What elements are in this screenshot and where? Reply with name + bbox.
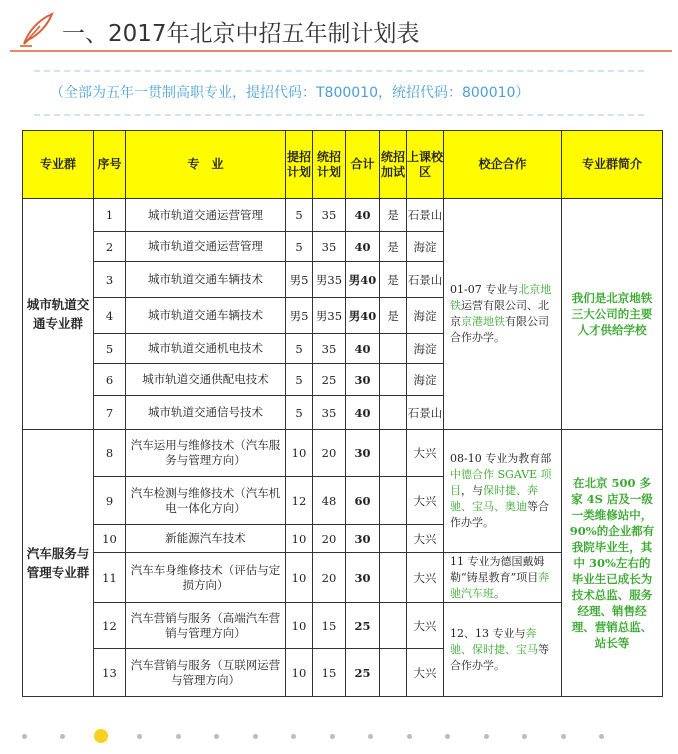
total: 40 — [346, 396, 380, 430]
pager-dot[interactable] — [599, 734, 604, 739]
extra-exam — [380, 477, 407, 525]
cooperation-info — [444, 553, 562, 603]
coop-text: 有限公司合作办学。 — [450, 315, 549, 344]
major-name: 城市轨道交通供配电技术 — [126, 364, 286, 396]
major-name: 城市轨道交通车辆技术 — [126, 298, 286, 334]
early-plan: 10 — [286, 553, 313, 603]
partner-highlight: 中德合作 SGAVE 项目 — [450, 468, 552, 497]
unified-plan: 15 — [313, 649, 346, 697]
unified-plan: 15 — [313, 603, 346, 649]
partner-highlight: 京港地铁 — [461, 315, 505, 328]
unified-plan: 25 — [313, 364, 346, 396]
early-plan: 5 — [286, 199, 313, 232]
row-number: 7 — [94, 396, 126, 430]
header-campus: 上课校区 — [407, 131, 444, 199]
campus: 海淀 — [407, 232, 444, 262]
campus: 大兴 — [407, 649, 444, 697]
header-total: 合计 — [346, 131, 380, 199]
page-header — [0, 0, 678, 60]
cooperation-info — [444, 430, 562, 553]
pager-dot[interactable] — [484, 734, 489, 739]
extra-exam: 是 — [380, 298, 407, 334]
early-plan: 10 — [286, 649, 313, 697]
header-extra-exam: 统招加试 — [380, 131, 407, 199]
total: 25 — [346, 649, 380, 697]
early-plan: 男5 — [286, 262, 313, 298]
major-name: 汽车检测与维修技术（汽车机电一体化方向） — [126, 477, 286, 525]
major-name: 汽车运用与维修技术（汽车服务与管理方向） — [126, 430, 286, 477]
coop-text: 。 — [494, 586, 505, 600]
unified-plan: 35 — [313, 232, 346, 262]
unified-plan: 35 — [313, 199, 346, 232]
extra-exam — [380, 430, 407, 477]
unified-plan: 男35 — [313, 262, 346, 298]
row-number: 10 — [94, 525, 126, 553]
row-number: 1 — [94, 199, 126, 232]
title-divider — [10, 50, 672, 52]
row-number: 8 — [94, 430, 126, 477]
pager-dot[interactable] — [561, 734, 566, 739]
coop-text: 12、13 专业与 — [450, 626, 526, 640]
major-name: 新能源汽车技术 — [126, 525, 286, 553]
header-group: 专业群 — [23, 131, 94, 199]
header-cooperation: 校企合作 — [444, 131, 562, 199]
major-name: 汽车车身维修技术（评估与定损方向） — [126, 553, 286, 603]
group-name: 城市轨道交通专业群 — [23, 199, 94, 430]
early-plan: 5 — [286, 364, 313, 396]
major-name: 城市轨道交通运营管理 — [126, 232, 286, 262]
cooperation-info — [444, 603, 562, 697]
pager-dot[interactable] — [445, 734, 450, 739]
cooperation-info — [444, 199, 562, 430]
campus: 石景山 — [407, 199, 444, 232]
unified-plan: 20 — [313, 430, 346, 477]
page-title: 一、2017年北京中招五年制计划表 — [62, 21, 420, 47]
extra-exam: 是 — [380, 262, 407, 298]
total: 40 — [346, 334, 380, 364]
campus: 大兴 — [407, 525, 444, 553]
pager-dot[interactable] — [176, 734, 181, 739]
row-number: 13 — [94, 649, 126, 697]
campus: 海淀 — [407, 334, 444, 364]
group-name: 汽车服务与管理专业群 — [23, 430, 94, 697]
total: 男40 — [346, 262, 380, 298]
extra-exam: 是 — [380, 199, 407, 232]
unified-plan: 35 — [313, 396, 346, 430]
extra-exam — [380, 603, 407, 649]
campus: 石景山 — [407, 262, 444, 298]
major-name: 城市轨道交通运营管理 — [126, 199, 286, 232]
unified-plan: 20 — [313, 525, 346, 553]
table-header-row — [23, 131, 663, 199]
unified-plan: 48 — [313, 477, 346, 525]
coop-text: 运营有限公司、北京 — [450, 299, 549, 328]
major-name: 城市轨道交通机电技术 — [126, 334, 286, 364]
coop-text: 11 专业为德国戴姆勒“铸星教育”项目 — [450, 554, 545, 584]
campus: 海淀 — [407, 298, 444, 334]
major-name: 城市轨道交通车辆技术 — [126, 262, 286, 298]
pager-dot[interactable] — [60, 734, 65, 739]
pager-dot[interactable] — [291, 734, 296, 739]
early-plan: 10 — [286, 603, 313, 649]
pager-dot[interactable] — [330, 734, 335, 739]
early-plan: 5 — [286, 334, 313, 364]
pager-dot[interactable] — [368, 734, 373, 739]
extra-exam — [380, 364, 407, 396]
early-plan: 男5 — [286, 298, 313, 334]
coop-text: ，与 — [461, 484, 483, 497]
header-no: 序号 — [94, 131, 126, 199]
unified-plan: 男35 — [313, 298, 346, 334]
extra-exam — [380, 396, 407, 430]
campus: 大兴 — [407, 430, 444, 477]
coop-text: 等合作办学。 — [450, 500, 549, 529]
extra-exam: 是 — [380, 232, 407, 262]
partner-highlight: 保时捷、奔驰、宝马、奥迪 — [450, 484, 538, 513]
extra-exam — [380, 649, 407, 697]
total: 30 — [346, 430, 380, 477]
pager-dot[interactable] — [522, 734, 527, 739]
total: 40 — [346, 232, 380, 262]
early-plan: 10 — [286, 525, 313, 553]
pager-dot[interactable] — [137, 734, 142, 739]
coop-text: 01-07 专业与 — [450, 283, 519, 296]
row-number: 3 — [94, 262, 126, 298]
total: 60 — [346, 477, 380, 525]
partner-highlight: 北京地铁 — [450, 283, 552, 312]
header-early-plan: 提招计划 — [286, 131, 313, 199]
group-intro: 在北京 500 多家 4S 店及一级一类维修站中，90%的企业都有我院毕业生，其中 30%左右的毕业生已成长为技术总监、服务经理、销售经理、营销总监、站长等 — [562, 430, 663, 697]
total: 男40 — [346, 298, 380, 334]
early-plan: 12 — [286, 477, 313, 525]
unified-plan: 35 — [313, 334, 346, 364]
major-name: 汽车营销与服务（互联网运营与管理方向） — [126, 649, 286, 697]
table-row — [23, 430, 663, 477]
campus: 大兴 — [407, 553, 444, 603]
row-number: 11 — [94, 553, 126, 603]
note-box — [34, 70, 644, 116]
pager-dot[interactable] — [22, 734, 27, 739]
header-major: 专 业 — [126, 131, 286, 199]
campus: 大兴 — [407, 603, 444, 649]
row-number: 5 — [94, 334, 126, 364]
table-row — [23, 199, 663, 232]
coop-text: 08-10 专业为教育部 — [450, 452, 552, 465]
campus: 大兴 — [407, 477, 444, 525]
pager-dot[interactable] — [253, 734, 258, 739]
partner-highlight: 奔驰、保时捷、宝马 — [450, 626, 538, 656]
page-indicator — [0, 728, 678, 748]
early-plan: 5 — [286, 396, 313, 430]
enrollment-plan-table — [22, 130, 663, 697]
total: 30 — [346, 525, 380, 553]
row-number: 4 — [94, 298, 126, 334]
total: 25 — [346, 603, 380, 649]
total: 40 — [346, 199, 380, 232]
quill-pen-icon — [18, 10, 56, 48]
partner-highlight: 奔驰汽车班 — [450, 570, 550, 600]
total: 30 — [346, 553, 380, 603]
major-name: 城市轨道交通信号技术 — [126, 396, 286, 430]
coop-text: 等合作办学。 — [450, 642, 549, 672]
extra-exam — [380, 525, 407, 553]
extra-exam — [380, 334, 407, 364]
pager-dot-active[interactable] — [94, 729, 108, 743]
extra-exam — [380, 553, 407, 603]
group-intro: 我们是北京地铁三大公司的主要人才供给学校 — [562, 199, 663, 430]
unified-plan: 20 — [313, 553, 346, 603]
pager-dot[interactable] — [407, 734, 412, 739]
campus: 石景山 — [407, 396, 444, 430]
row-number: 12 — [94, 603, 126, 649]
major-name: 汽车营销与服务（高端汽车营销与管理方向） — [126, 603, 286, 649]
pager-dot[interactable] — [214, 734, 219, 739]
header-group-intro: 专业群简介 — [562, 131, 663, 199]
total: 30 — [346, 364, 380, 396]
early-plan: 10 — [286, 430, 313, 477]
row-number: 9 — [94, 477, 126, 525]
campus: 海淀 — [407, 364, 444, 396]
header-unified-plan: 统招计划 — [313, 131, 346, 199]
row-number: 2 — [94, 232, 126, 262]
row-number: 6 — [94, 364, 126, 396]
early-plan: 5 — [286, 232, 313, 262]
code-note: （全部为五年一贯制高职专业，提招代码：T800010，统招代码：800010） — [50, 85, 530, 101]
